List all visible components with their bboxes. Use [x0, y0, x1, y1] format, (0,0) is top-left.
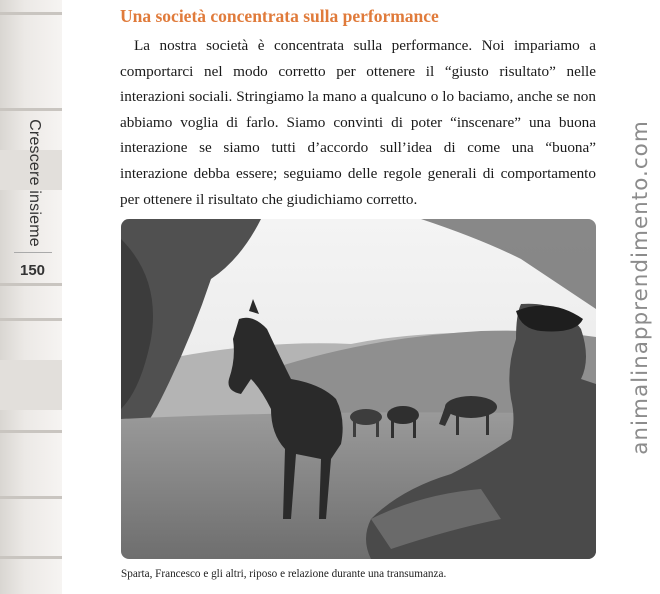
watermark-vertical — [625, 120, 655, 455]
page-number: 150 — [20, 262, 46, 279]
page-edge — [0, 0, 62, 594]
section-title: Crescere insieme — [26, 119, 43, 247]
article-heading: Una società concentrata sulla performance — [120, 6, 439, 26]
section-title-vertical — [22, 118, 46, 248]
sidebar-divider — [14, 252, 52, 253]
article-paragraph: La nostra società è concentrata sulla performance. Noi impariamo a comportarci nel modo corretto per ottenere il “giusto risultato” nelle interazioni sociali. Stringiamo la mano a qualcuno o lo baciamo, anche se non abbiamo voglia di farlo. Siamo convinti di poter “inscenare” una buona interazione se siamo tutti d’accordo sull’idea di come una “buona” interazione debba essere; seguiamo delle regole generali di comportamento per ottenere il risultato che giudichiamo corretto. — [120, 37, 596, 208]
watermark-text: animalinapprendimento.com — [627, 120, 653, 455]
horses-photo — [121, 219, 596, 559]
photo-caption: Sparta, Francesco e gli altri, riposo e relazione durante una transumanza. — [121, 568, 447, 580]
